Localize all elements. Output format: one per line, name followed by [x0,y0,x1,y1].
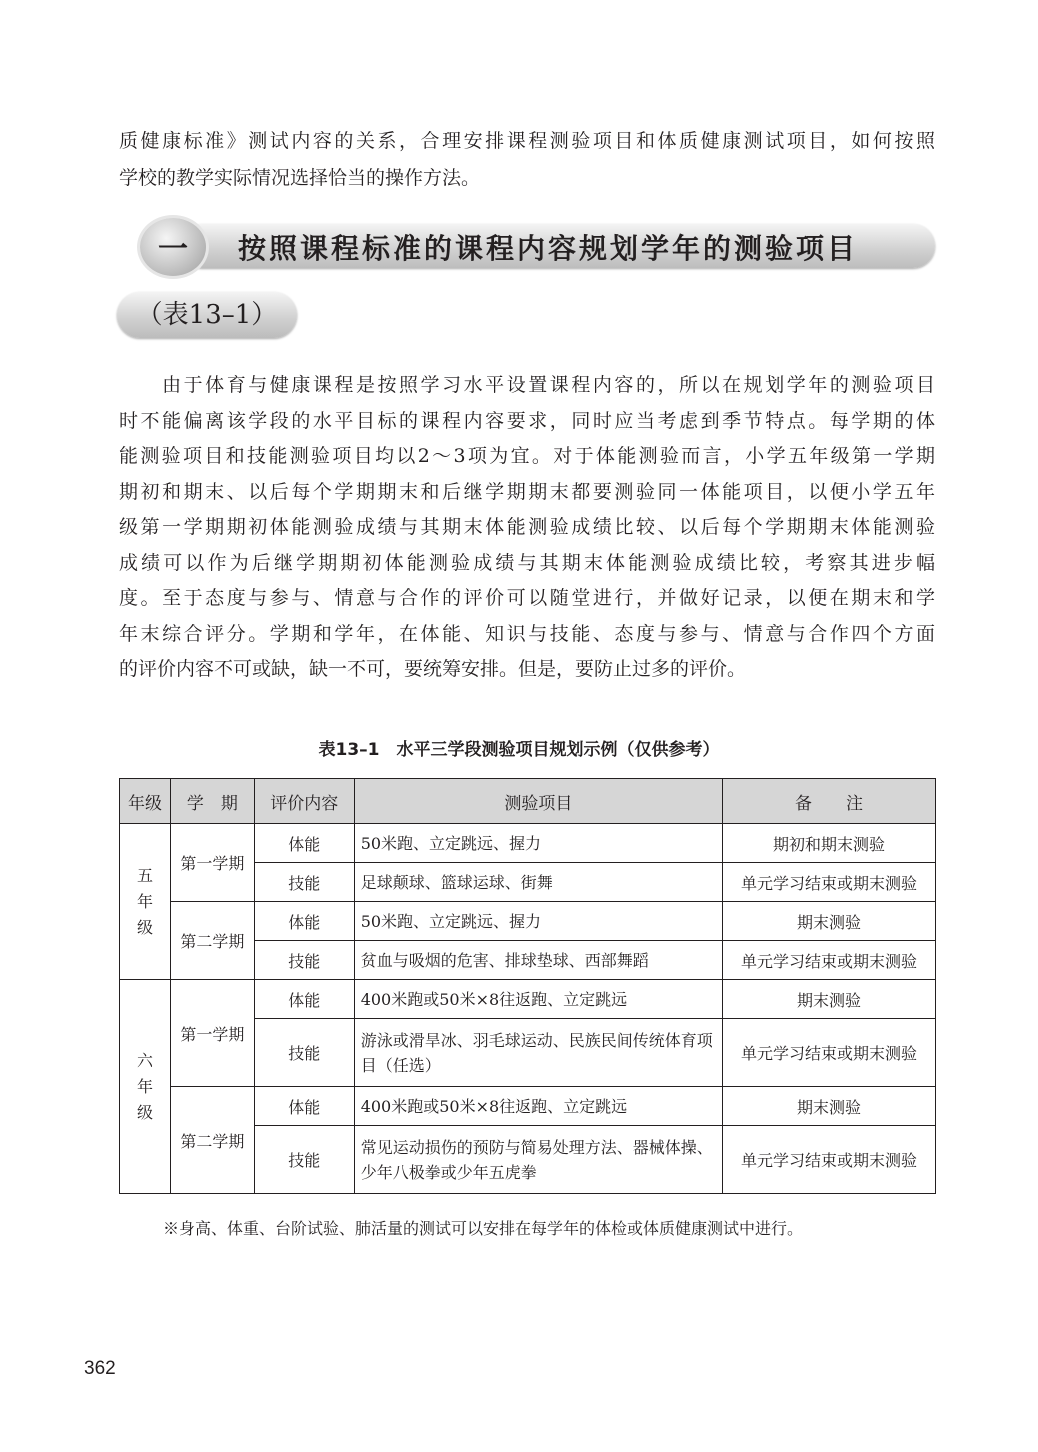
paragraph-line: 由于体育与健康课程是按照学习水平设置课程内容的，所以在规划学年的测验项目 [119,374,935,396]
test-items-cell: 游泳或滑旱冰、羽毛球运动、民族民间传统体育项目（任选） [354,1019,722,1087]
test-items-cell: 400米跑或50米×8往返跑、立定跳远 [354,980,722,1019]
eval-type-cell: 技能 [254,941,354,980]
table-row [120,980,936,1019]
eval-type-cell: 技能 [254,1019,354,1087]
test-items-cell: 50米跑、立定跳远、握力 [354,824,722,863]
grade-cell: 五 年 级 [120,824,171,980]
heading-title: 按照课程标准的课程内容规划学年的测验项目 [238,232,859,265]
section-heading [140,218,935,274]
table-header-row [120,779,936,824]
page-number: 362 [84,1358,116,1379]
paragraph-line: 期初和期末、以后每个学期期末和后继学期期末都要测验同一体能项目，以便小学五年 [119,480,935,503]
header-notes: 备 注 [723,779,936,824]
test-items-cell: 常见运动损伤的预防与简易处理方法、器械体操、少年八极拳或少年五虎拳 [354,1126,722,1194]
test-items-cell: 400米跑或50米×8往返跑、立定跳远 [354,1087,722,1126]
test-plan-table [119,778,936,1194]
eval-type-cell: 技能 [254,863,354,902]
paragraph-line: 度。至于态度与参与、情意与合作的评价可以随堂进行，并做好记录，以便在期末和学 [119,587,935,609]
eval-type-cell: 体能 [254,1087,354,1126]
note-cell: 期末测验 [723,980,936,1019]
test-items-cell: 50米跑、立定跳远、握力 [354,902,722,941]
table-row [120,824,936,863]
heading-subtitle: （表13–1） [117,292,297,338]
term-cell: 第一学期 [170,824,254,902]
paragraph-line: 时不能偏离该学段的水平目标的课程内容要求，同时应当考虑到季节特点。每学期的体 [119,409,935,432]
note-cell: 单元学习结束或期末测验 [723,1126,936,1194]
term-cell: 第二学期 [170,902,254,980]
term-cell: 第一学期 [170,980,254,1087]
header-eval-content: 评价内容 [254,779,354,824]
test-items-cell: 足球颠球、篮球运球、街舞 [354,863,722,902]
header-grade: 年级 [120,779,171,824]
test-items-cell: 贫血与吸烟的危害、排球垫球、西部舞蹈 [354,941,722,980]
paragraph-line: 的评价内容不可或缺，缺一不可，要统筹安排。但是，要防止过多的评价。 [119,658,747,680]
paragraph-line: 年末综合评分。学期和学年，在体能、知识与技能、态度与参与、情意与合作四个方面 [119,622,935,645]
note-cell: 期末测验 [723,902,936,941]
paragraph-line: 级第一学期期初体能测验成绩与其期末体能测验成绩比较、以后每个学期期末体能测验 [119,516,935,538]
heading-number: 一 [158,232,188,267]
table-caption: 表13–1 水平三学段测验项目规划示例（仅供参考） [318,740,720,760]
eval-type-cell: 体能 [254,902,354,941]
note-cell: 期初和期末测验 [723,824,936,863]
note-cell: 单元学习结束或期末测验 [723,1019,936,1087]
term-cell: 第二学期 [170,1087,254,1194]
eval-type-cell: 体能 [254,980,354,1019]
intro-line: 学校的教学实际情况选择恰当的操作方法。 [119,167,481,189]
note-cell: 单元学习结束或期末测验 [723,863,936,902]
eval-type-cell: 技能 [254,1126,354,1194]
table-row [120,902,936,941]
intro-line: 质健康标准》测试内容的关系，合理安排课程测验项目和体质健康测试项目，如何按照 [119,130,935,152]
eval-type-cell: 体能 [254,824,354,863]
paragraph-line: 成绩可以作为后继学期期初体能测验成绩与其期末体能测验成绩比较，考察其进步幅 [119,551,935,574]
paragraph-line: 能测验项目和技能测验项目均以2～3项为宜。对于体能测验而言，小学五年级第一学期 [119,445,935,467]
note-cell: 单元学习结束或期末测验 [723,941,936,980]
table-row [120,1087,936,1126]
header-test-items: 测验项目 [354,779,722,824]
note-cell: 期末测验 [723,1087,936,1126]
header-term: 学 期 [170,779,254,824]
grade-cell: 六 年 级 [120,980,171,1194]
table-footnote: ※身高、体重、台阶试验、肺活量的测试可以安排在每学年的体检或体质健康测试中进行。 [163,1219,804,1238]
